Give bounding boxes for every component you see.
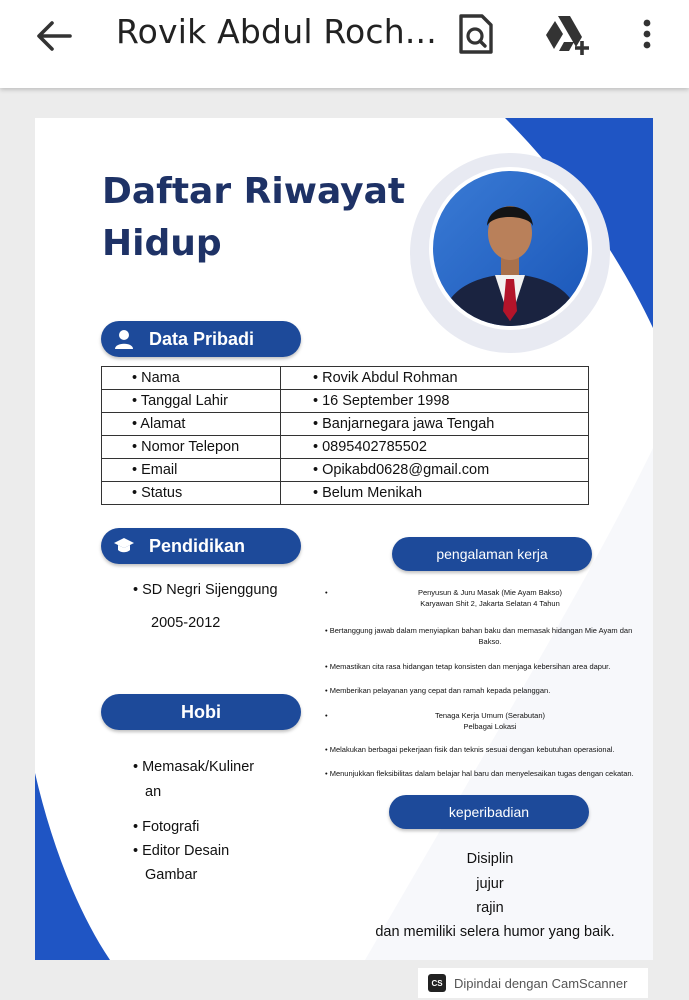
job-place: Karyawan Shit 2, Jakarta Selatan 4 Tahun — [420, 599, 560, 608]
section-title: pengalaman kerja — [436, 546, 548, 562]
table-cell-value: • Belum Menikah — [281, 482, 589, 505]
table-cell-label: • Email — [102, 459, 281, 482]
section-title: keperibadian — [448, 804, 530, 820]
section-header-keperibadian — [389, 795, 589, 829]
bullet-dot: • — [325, 588, 328, 597]
cv-heading — [102, 166, 422, 270]
job-duty-continued: Bakso. — [478, 637, 502, 646]
hobby-item: • Editor Desain — [133, 843, 230, 859]
section-title: Hobi — [181, 701, 221, 722]
hobby-item-continued: Gambar — [145, 867, 198, 883]
table-cell-label: • Nama — [102, 367, 281, 390]
watermark-text: Dipindai dengan CamScanner — [454, 975, 628, 991]
table-cell-label: • Alamat — [102, 413, 281, 436]
more-options-icon[interactable] — [635, 12, 659, 56]
hobby-item: • Memasak/Kuliner — [133, 759, 255, 775]
education-school: • SD Negri Sijenggung — [133, 582, 278, 598]
job-duty: • Bertanggung jawab dalam menyiapkan bahan baku dan memasak hidangan Mie Ayam dan — [325, 626, 633, 635]
add-to-drive-icon[interactable] — [543, 12, 591, 56]
table-cell-value: • 16 September 1998 — [281, 390, 589, 413]
cv-heading-line-2: Hidup — [102, 223, 222, 264]
back-arrow-icon[interactable] — [32, 14, 76, 58]
table-row — [102, 390, 589, 413]
person-icon — [113, 328, 135, 350]
education-years: 2005-2012 — [151, 615, 221, 631]
job-duty: • Memberikan pelayanan yang cepat dan ramah kepada pelanggan. — [325, 686, 551, 695]
table-cell-value: • Rovik Abdul Rohman — [281, 367, 589, 390]
top-app-bar — [0, 0, 689, 88]
section-title: Pendidikan — [149, 535, 246, 556]
camscanner-logo-icon: CS — [428, 974, 446, 992]
personal-data-table — [101, 366, 589, 505]
table-cell-label: • Tanggal Lahir — [102, 390, 281, 413]
job-title: Tenaga Kerja Umum (Serabutan) — [434, 711, 546, 720]
table-cell-value: • Opikabd0628@gmail.com — [281, 459, 589, 482]
job-place: Pelbagai Lokasi — [463, 722, 517, 731]
document-title: Rovik Abdul Roch... — [116, 12, 437, 51]
hobby-item: • Fotografi — [133, 819, 200, 835]
table-cell-label: • Status — [102, 482, 281, 505]
profile-photo — [429, 167, 592, 330]
job-duty: • Memastikan cita rasa hidangan tetap konsisten dan menjaga kebersihan area dapur. — [325, 662, 611, 671]
job-title: Penyusun & Juru Masak (Mie Ayam Bakso) — [417, 588, 563, 597]
table-row — [102, 459, 589, 482]
camscanner-watermark — [418, 968, 648, 998]
section-header-hobi — [101, 694, 301, 730]
table-row — [102, 413, 589, 436]
table-cell-value: • Banjarnegara jawa Tengah — [281, 413, 589, 436]
job-duty: • Melakukan berbagai pekerjaan fisik dan teknis sesuai dengan kebutuhan operasional. — [325, 745, 615, 754]
table-cell-label: • Nomor Telepon — [102, 436, 281, 459]
section-header-pengalaman-kerja — [392, 537, 592, 571]
personality-trait: Disiplin — [466, 851, 514, 867]
table-row — [102, 436, 589, 459]
section-header-data-pribadi — [101, 321, 301, 357]
search-in-document-icon[interactable] — [455, 12, 497, 56]
section-header-pendidikan — [101, 528, 301, 564]
personality-trait: rajin — [476, 900, 504, 916]
bullet-dot: • — [325, 711, 328, 720]
cv-heading-line-1: Daftar Riwayat — [102, 171, 406, 212]
personality-trait: jujur — [476, 876, 504, 892]
section-title: Data Pribadi — [149, 328, 255, 349]
personality-trait: dan memiliki selera humor yang baik. — [375, 924, 615, 940]
graduation-cap-icon — [113, 535, 135, 557]
job-duty: • Menunjukkan fleksibilitas dalam belajar hal baru dan menyelesaikan tugas dengan cekatan. — [325, 769, 634, 778]
cv-document-page[interactable] — [35, 118, 653, 960]
table-row — [102, 482, 589, 505]
hobby-item-continued: an — [145, 784, 162, 800]
table-cell-value: • 0895402785502 — [281, 436, 589, 459]
table-row — [102, 367, 589, 390]
